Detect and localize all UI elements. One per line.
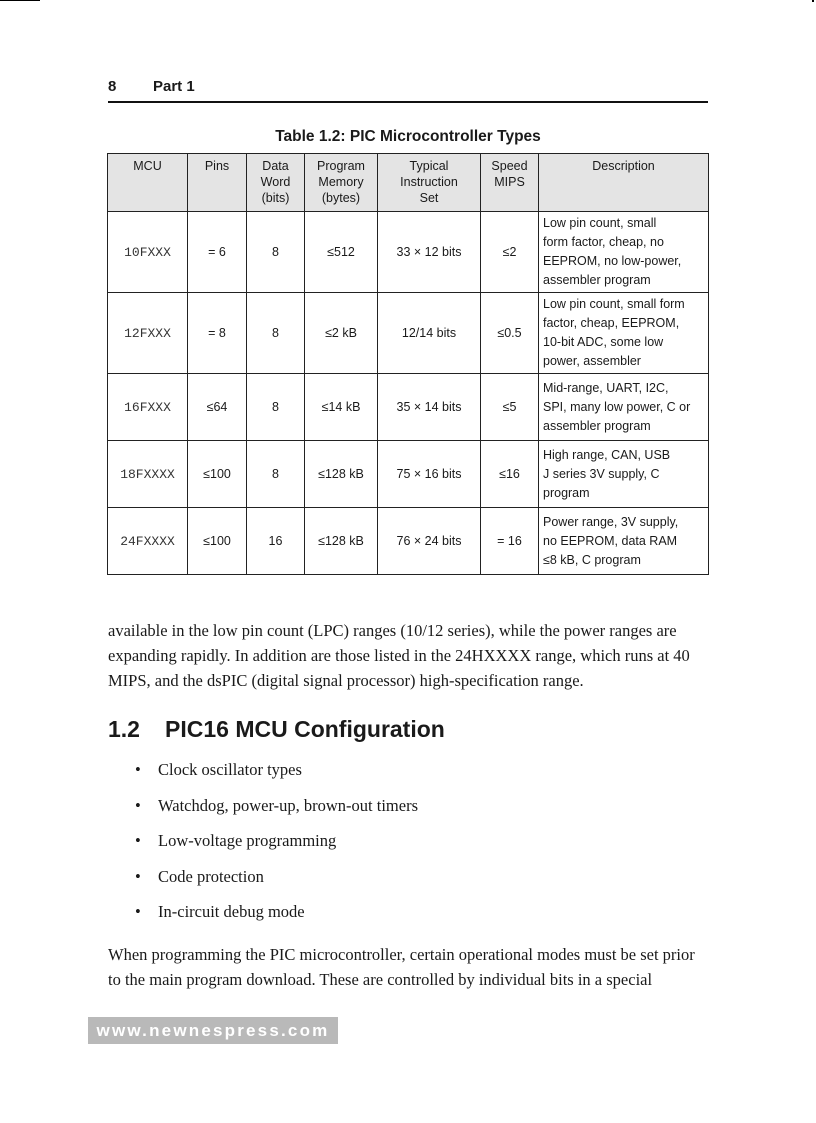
page-number: 8 xyxy=(108,78,117,95)
paragraph-lpc-ranges: available in the low pin count (LPC) ranges (10/12 series), while the power ranges are expanding rapidly. In addition are those listed in the 24HXXXX range, which runs at 40 MIPS, and the dsPIC (digital signal processor) high-specification range. xyxy=(108,621,690,690)
list-item: • Clock oscillator types xyxy=(108,757,418,793)
paragraph-programming-modes: When programming the PIC microcontroller, certain operational modes must be set prior to the main program download. These are controlled by individual bits in a special xyxy=(108,945,695,989)
cell-data-word: 8 xyxy=(247,441,305,508)
cell-program-memory: ≤14 kB xyxy=(305,374,378,441)
table-row xyxy=(108,293,709,374)
column-header-description: Description xyxy=(539,154,709,212)
bullet-icon: • xyxy=(135,795,141,815)
list-item: • Low-voltage programming xyxy=(108,828,418,864)
list-item: • Watchdog, power-up, brown-out timers xyxy=(108,793,418,829)
cell-instruction-set: 76 × 24 bits xyxy=(378,508,481,575)
bullet-icon: • xyxy=(135,831,141,850)
table-row xyxy=(108,508,709,575)
cell-instruction-set: 35 × 14 bits xyxy=(378,374,481,441)
cell-speed: ≤0.5 xyxy=(481,293,539,374)
publisher-url[interactable]: www.newnespress.com xyxy=(88,1017,338,1044)
cell-mcu: 24FXXXX xyxy=(108,508,188,575)
column-header-mcu: MCU xyxy=(108,154,188,212)
cell-speed: ≤16 xyxy=(481,441,539,508)
list-item: • In-circuit debug mode xyxy=(108,899,418,935)
crop-mark xyxy=(0,0,40,1)
table-row xyxy=(108,441,709,508)
table-header-row xyxy=(108,154,709,212)
column-header-program-memory: Program Memory (bytes) xyxy=(305,154,378,212)
cell-program-memory: ≤128 kB xyxy=(305,441,378,508)
section-title: PIC16 MCU Configuration xyxy=(165,716,445,742)
list-item: • Code protection xyxy=(108,864,418,900)
cell-pins: = 8 xyxy=(188,293,247,374)
cell-pins: ≤100 xyxy=(188,508,247,575)
cell-program-memory: ≤512 xyxy=(305,212,378,293)
bullet-icon: • xyxy=(135,760,141,779)
cell-data-word: 8 xyxy=(247,212,305,293)
bullet-icon: • xyxy=(135,866,141,886)
cell-speed: ≤5 xyxy=(481,374,539,441)
cell-program-memory: ≤128 kB xyxy=(305,508,378,575)
table-row xyxy=(108,212,709,293)
cell-description: Mid-range, UART, I2C, SPI, many low power, C or assembler program xyxy=(539,374,709,441)
pic-types-table xyxy=(107,153,709,575)
bullet-icon: • xyxy=(135,902,141,921)
cell-pins: = 6 xyxy=(188,212,247,293)
cell-description: Low pin count, small form factor, cheap, EEPROM, 10-bit ADC, some low power, assembler xyxy=(539,293,709,374)
configuration-bullet-list xyxy=(108,757,418,935)
header-rule xyxy=(108,101,708,103)
cell-instruction-set: 12/14 bits xyxy=(378,293,481,374)
column-header-data-word: Data Word (bits) xyxy=(247,154,305,212)
column-header-speed: Speed MIPS xyxy=(481,154,539,212)
cell-description: Low pin count, small form factor, cheap, no EEPROM, no low-power, assembler program xyxy=(539,212,709,293)
section-number: 1.2 xyxy=(108,716,140,742)
part-label: Part 1 xyxy=(153,78,195,95)
cell-description: Power range, 3V supply, no EEPROM, data RAM ≤8 kB, C program xyxy=(539,508,709,575)
column-header-instruction-set: Typical Instruction Set xyxy=(378,154,481,212)
crop-dot xyxy=(812,0,814,2)
cell-description: High range, CAN, USB J series 3V supply, C program xyxy=(539,441,709,508)
cell-speed: = 16 xyxy=(481,508,539,575)
cell-data-word: 8 xyxy=(247,374,305,441)
cell-instruction-set: 75 × 16 bits xyxy=(378,441,481,508)
cell-mcu: 12FXXX xyxy=(108,293,188,374)
cell-mcu: 10FXXX xyxy=(108,212,188,293)
section-heading xyxy=(108,716,445,743)
cell-speed: ≤2 xyxy=(481,212,539,293)
cell-mcu: 16FXXX xyxy=(108,374,188,441)
table-caption: Table 1.2: PIC Microcontroller Types xyxy=(275,128,541,145)
running-header xyxy=(108,76,708,102)
cell-pins: ≤64 xyxy=(188,374,247,441)
cell-instruction-set: 33 × 12 bits xyxy=(378,212,481,293)
cell-program-memory: ≤2 kB xyxy=(305,293,378,374)
cell-data-word: 16 xyxy=(247,508,305,575)
column-header-pins: Pins xyxy=(188,154,247,212)
cell-pins: ≤100 xyxy=(188,441,247,508)
cell-mcu: 18FXXXX xyxy=(108,441,188,508)
table-row xyxy=(108,374,709,441)
cell-data-word: 8 xyxy=(247,293,305,374)
